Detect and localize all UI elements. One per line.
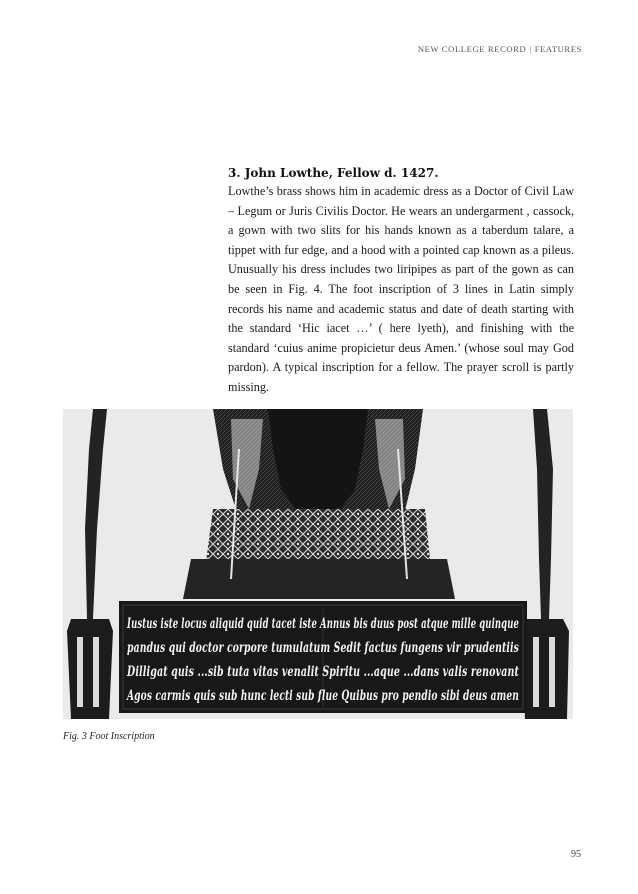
running-header — [418, 44, 582, 54]
inscription-line-2: pandus qui doctor corpore tumulatum Sedit factus fungens vir prudentiis — [127, 640, 520, 656]
brass-photograph — [63, 409, 573, 719]
inscription-line-1: Iustus iste locus aliquid quid tacet iste Annus bis duus post atque mille quinque — [126, 616, 520, 632]
header-separator: | — [529, 44, 532, 54]
article-body: Lowthe’s brass shows him in academic dress as a Doctor of Civil Law – Legum or Juris Civilis Doctor. He wears an undergarment , cassock, a gown with two slits for his hands known as a taberdum talare, a tippet with fur edge, and a hood with a pointed cap known as a pileus. Unusually his dress includes two liripipes as part of the gown as can be seen in Fig. 4. The foot inscription of 3 lines in Latin simply records his name and academic status and date of death starting with the standard ‘Hic iacet …’ ( here lyeth), and finishing with the standard ‘cuius anime propicietur deus Amen.’ (whose soul may God pardon). A typical inscription for a fellow. The prayer scroll is partly missing. — [228, 184, 574, 394]
section-name: FEATURES — [534, 44, 582, 54]
brass-image — [63, 409, 573, 719]
figure-caption: Fig. 3 Foot Inscription — [63, 731, 155, 742]
article-section — [228, 164, 574, 398]
inscription-line-4: Agos carmis quis sub hunc lecti sub flue Quibus pro pendio sibi deus amen — [125, 688, 520, 704]
article-heading: 3. John Lowthe, Fellow d. 1427. — [228, 166, 439, 180]
publication-name: NEW COLLEGE RECORD — [417, 44, 527, 54]
page-number: 95 — [571, 849, 581, 860]
inscription-line-3: Dilligat quis ...sib tuta vitas venalit Spiritu ...aque ...dans valis renovant — [126, 664, 520, 680]
